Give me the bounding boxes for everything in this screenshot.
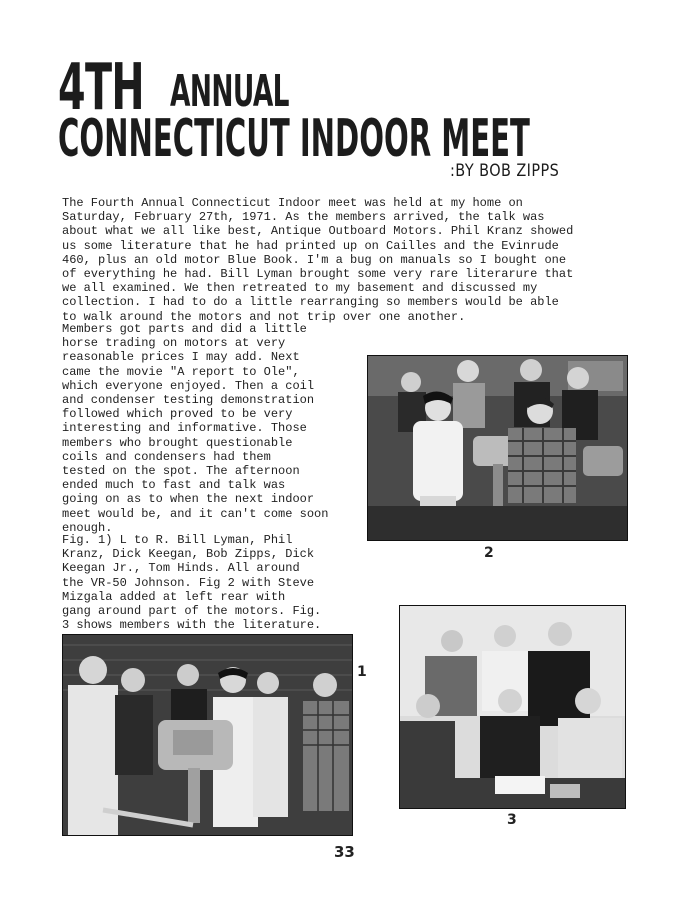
article-paragraph-1: The Fourth Annual Connecticut Indoor meet was held at my home on Saturday, February 27th, 1971. As the members arrived, the talk was about what we all like best, Antique Outboard Motors. Phil Kranz showed us some literature that he had printed up on Cailles and the Evinrude 460, plus an old motor Blue Book. I'm a bug on manuals so I bought one of everything he had. Bill Lyman brought some very rare literarure that we all examined. We then retreated to my basement and discussed my collection. I had to do a little rearranging so members would be able to walk around the motors and not trip over one another.	[62, 196, 574, 324]
figure-1-label: 1	[357, 664, 367, 680]
figure-3-label: 3	[507, 812, 517, 828]
byline: :BY BOB ZIPPS	[450, 161, 560, 181]
page-number: 33	[334, 843, 355, 861]
figure-caption: Fig. 1) L to R. Bill Lyman, Phil Kranz, Dick Keegan, Bob Zipps, Dick Keegan Jr., Tom Hinds. All around the VR-50 Johnson. Fig 2 with Steve Mizgala added at left rear with gang around part of the motors. Fig. 3 shows members with the literature.	[62, 533, 322, 633]
page-title: CONNECTICUT INDOOR MEET	[58, 109, 530, 169]
figure-2-label: 2	[484, 545, 494, 561]
title-annual: ANNUAL	[170, 66, 289, 117]
photo-figure-2	[367, 355, 628, 541]
title-number: 4TH	[58, 51, 145, 125]
article-paragraph-2: Members got parts and did a little horse trading on motors at very reasonable prices I may add. Next came the movie "A report to Ole", which everyone enjoyed. Then a coil and condenser testing demonstration followed which proved to be very interesting and informative. Those members who brought questionable coils and condensers had them tested on the spot. The afternoon ended much to fast and talk was going on as to when the next indoor meet would be, and it can't come soon enough.	[62, 322, 329, 535]
photo-figure-3	[399, 605, 626, 809]
photo-figure-1	[62, 634, 353, 836]
